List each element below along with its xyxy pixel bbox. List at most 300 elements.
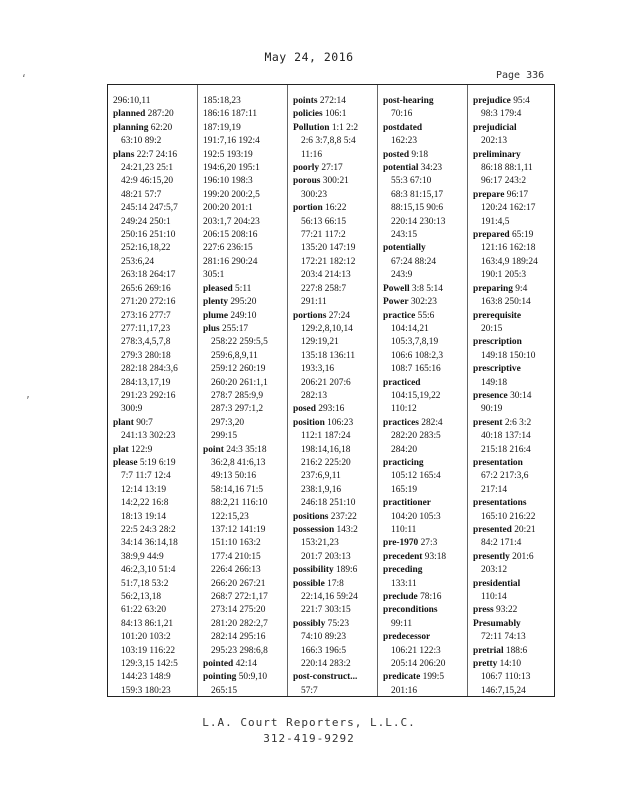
page-line-reference: 189:6 [335,565,358,576]
index-entry [113,242,195,255]
page-line-reference: 216:2 225:20 [301,457,351,468]
index-entry [473,618,555,631]
page-line-reference: 227:8 258:7 [301,283,347,294]
index-term: practitioner [383,498,431,509]
index-term: portions [293,310,327,321]
page-line-reference: 273:16 277:7 [121,310,171,321]
index-entry [293,551,375,564]
index-entry [113,390,195,403]
index-entry [293,591,375,604]
index-term: postdated [383,122,423,133]
page-line-reference: 165:19 [391,484,418,495]
page-line-reference: 243:9 [391,270,413,281]
index-term: pretrial [473,645,504,656]
index-entry [293,122,375,135]
page-line-reference: 9:4 [515,283,528,294]
index-entry [473,350,555,363]
index-entry [293,685,375,698]
index-entry [293,430,375,443]
index-entry [203,417,285,430]
index-entry [293,417,375,430]
column-divider [377,85,378,696]
page-line-reference: 202:13 [481,136,508,147]
index-entry [203,457,285,470]
page-line-reference: 300:9 [121,404,143,415]
page-line-reference: 305:1 [203,270,225,281]
index-entry [203,497,285,510]
index-entry [203,135,285,148]
page-line-reference: 62:20 [150,122,173,133]
page-line-reference: 246:18 251:10 [301,498,356,509]
page-line-reference: 159:3 180:23 [121,685,171,696]
index-term: predecessor [383,632,431,643]
index-entry [293,564,375,577]
index-entry [293,269,375,282]
page-line-reference: 95:4 [513,96,530,106]
page-line-reference: 88:15,15 90:6 [391,203,444,214]
index-term: plat [113,444,129,455]
page-line-reference: 190:1 205:3 [481,270,527,281]
page-line-reference: 90:19 [481,404,503,415]
index-entry [113,283,195,296]
index-term: practice [383,310,416,321]
index-entry [113,497,195,510]
page-line-reference: 42:14 [235,659,257,670]
index-entry [293,524,375,537]
index-entry [293,377,375,390]
page-line-reference: 201:16 [391,685,418,696]
index-entry [383,310,465,323]
page-line-reference: 271:20 272:16 [121,297,176,308]
page-line-reference: 268:7 272:1,17 [211,592,268,603]
index-term: poorly [293,163,320,174]
index-entry [293,390,375,403]
index-term: preparing [473,283,513,294]
index-entry [203,578,285,591]
index-entry [383,242,465,255]
page-line-reference: 58:14,16 71:5 [211,484,264,495]
index-entry [203,336,285,349]
page-line-reference: 38:9,9 44:9 [121,551,164,562]
page-line-reference: 34:23 [420,163,443,174]
index-entry [203,645,285,658]
page-line-reference: 46:2,3,10 51:4 [121,565,176,576]
index-entry [473,591,555,604]
index-entry [473,122,555,135]
page-line-reference: 55:6 [417,310,435,321]
page-line-reference: 68:3 81:15,17 [391,189,444,200]
index-term: pre-1970 [383,538,419,549]
page-line-reference: 40:18 137:14 [481,431,531,442]
index-entry [293,108,375,121]
index-entry [383,497,465,510]
page-line-reference: 297:3,20 [211,417,245,428]
page-line-reference: 105:12 165:4 [391,471,441,482]
index-entry [203,296,285,309]
index-entry [113,604,195,617]
index-entry [293,175,375,188]
page-line-reference: 278:7 285:9,9 [211,390,264,401]
index-entry [203,390,285,403]
index-term: post-hearing [383,96,434,106]
page-line-reference: 61:22 63:20 [121,605,167,616]
page-line-reference: 17:8 [327,578,344,589]
page-line-reference: 36:2,8 41:6,13 [211,457,266,468]
index-entry [383,149,465,162]
page-line-reference: 120:24 162:17 [481,203,536,214]
page-line-reference: 245:14 247:5,7 [121,203,178,214]
index-entry [113,350,195,363]
index-entry [473,470,555,483]
page-line-reference: 55:3 67:10 [391,176,432,187]
page-line-reference: 281:16 290:24 [203,256,258,267]
page-line-reference: 162:23 [391,136,418,147]
page-line-reference: 296:10,11 [113,96,151,106]
index-entry [473,310,555,323]
index-column-4 [383,95,465,698]
page-line-reference: 30:14 [510,390,532,401]
index-entry [203,564,285,577]
page-line-reference: 143:2 [336,525,358,535]
page-line-reference: 226:4 266:13 [211,565,261,576]
index-entry [203,551,285,564]
index-term: practicing [383,457,424,468]
page-line-reference: 1:1 2:2 [331,122,359,133]
page-line-reference: 263:18 264:17 [121,270,176,281]
index-entry [473,256,555,269]
page-line-reference: 237:22 [330,511,357,522]
index-entry [473,363,555,376]
index-entry [113,323,195,336]
index-entry [383,444,465,457]
page-line-reference: 199:5 [422,672,445,683]
index-term: preceding [383,565,423,576]
page-line-reference: 252:16,18,22 [121,243,171,254]
index-entry [383,175,465,188]
page-line-reference: 105:3,7,8,19 [391,337,439,348]
page-line-reference: 203:4 214:13 [301,270,351,281]
page-line-reference: 48:21 57:7 [121,189,162,200]
page-line-reference: 70:16 [391,109,413,120]
index-entry [473,283,555,296]
index-entry [383,202,465,215]
index-entry [383,484,465,497]
index-entry [113,95,195,108]
page-line-reference: 300:23 [301,189,328,200]
index-term: plans [113,149,135,160]
index-entry [473,497,555,510]
index-entry [473,658,555,671]
page-line-reference: 84:2 171:4 [481,538,522,549]
index-entry [113,296,195,309]
page-line-reference: 51:7,18 53:2 [121,578,169,589]
index-term: prejudice [473,96,511,106]
index-term: Power [383,297,409,308]
page-line-reference: 50:9,10 [238,672,268,683]
index-entry [473,403,555,416]
page-line-reference: 260:20 261:1,1 [211,377,268,388]
page-line-reference: 238:1,9,16 [301,484,342,495]
index-entry [203,310,285,323]
page-line-reference: 135:20 147:19 [301,243,356,254]
page-line-reference: 194:6,20 195:1 [203,163,260,174]
page-line-reference: 279:3 280:18 [121,350,171,361]
page-line-reference: 84:13 86:1,21 [121,618,174,629]
index-entry [113,671,195,684]
index-entry [113,310,195,323]
page-line-reference: 149:18 150:10 [481,350,536,361]
index-entry [113,363,195,376]
page-line-reference: 278:3,4,5,7,8 [121,337,171,348]
index-entry [113,551,195,564]
index-entry [383,564,465,577]
index-term: press [473,605,494,616]
page-line-reference: 241:13 302:23 [121,431,176,442]
page-line-reference: 106:7 110:13 [481,672,531,683]
index-entry [473,484,555,497]
page-number: Page 336 [496,70,545,81]
page-line-reference: 129:3,15 142:5 [121,659,178,670]
index-entry [383,417,465,430]
page-line-reference: 300:21 [322,176,349,187]
index-entry [113,403,195,416]
page-line-reference: 172:21 182:12 [301,256,356,267]
page-line-reference: 93:22 [496,605,518,616]
index-term: possession [293,525,335,535]
index-term: policies [293,109,323,120]
index-term: practiced [383,377,421,388]
page-line-reference: 277:11,17,23 [121,323,171,334]
index-term: potentially [383,243,426,254]
page-line-reference: 106:21 122:3 [391,645,441,656]
index-term: possible [293,578,325,589]
index-entry [293,323,375,336]
index-entry [293,658,375,671]
index-entry [473,645,555,658]
page-line-reference: 255:17 [222,323,249,334]
page-line-reference: 99:11 [391,618,413,629]
index-term: portion [293,203,323,214]
scan-mark-icon: ’ [26,394,30,408]
index-entry [383,457,465,470]
index-entry [113,444,195,457]
page-line-reference: 221:7 303:15 [301,605,351,616]
index-entry [203,229,285,242]
index-entry [113,256,195,269]
index-entry [113,122,195,135]
index-term: post-construct... [293,672,358,683]
page-line-reference: 42:9 46:15,20 [121,176,174,187]
index-term: presented [473,525,512,535]
index-entry [293,310,375,323]
index-entry [293,350,375,363]
index-entry [383,296,465,309]
page-line-reference: 77:21 117:2 [301,230,346,241]
index-term: prescription [473,337,522,348]
index-entry [203,122,285,135]
page-line-reference: 284:20 [391,444,418,455]
page-line-reference: 27:3 [420,538,438,549]
page-line-reference: 20:21 [514,525,536,535]
index-entry [293,444,375,457]
index-column-2 [203,95,285,698]
index-term: please [113,457,138,468]
index-entry [113,162,195,175]
index-entry [113,336,195,349]
page-line-reference: 282:14 295:16 [211,632,266,643]
reporter-phone: 312-419-9292 [263,732,355,745]
index-term: posed [293,404,316,415]
page-line-reference: 3:8 5:14 [411,283,443,294]
page-line-reference: 282:20 283:5 [391,431,441,442]
index-entry [383,511,465,524]
index-entry [473,202,555,215]
index-term: pretty [473,659,498,670]
index-entry [113,578,195,591]
page-line-reference: 96:17 [506,189,529,200]
page-line-reference: 135:18 136:11 [301,350,356,361]
index-term: plenty [203,297,229,308]
page-line-reference: 22:7 24:16 [136,149,178,160]
page-line-reference: 110:12 [391,404,417,415]
page-line-reference: 291:23 292:16 [121,390,176,401]
index-term: porous [293,176,321,187]
index-entry [293,229,375,242]
index-entry [113,229,195,242]
page-line-reference: 67:2 217:3,6 [481,471,529,482]
page-line-reference: 129:19,21 [301,337,339,348]
page-line-reference: 295:20 [230,297,257,308]
index-table [107,84,555,697]
page-line-reference: 49:13 50:16 [211,471,257,482]
index-entry [383,95,465,108]
page-line-reference: 144:23 148:9 [121,672,171,683]
index-entry [113,149,195,162]
index-entry [383,216,465,229]
index-column-1 [113,95,195,698]
index-entry [383,229,465,242]
page-line-reference: 200:20 201:1 [203,203,253,214]
index-term: planning [113,122,149,133]
index-entry [203,631,285,644]
page-line-reference: 166:3 196:5 [301,645,347,656]
index-entry [383,350,465,363]
page-line-reference: 295:23 298:6,8 [211,645,268,656]
page-line-reference: 203:12 [481,565,508,576]
index-term: potential [383,163,419,174]
index-entry [473,671,555,684]
index-entry [473,511,555,524]
index-entry [113,618,195,631]
index-term: prepare [473,189,505,200]
index-entry [113,269,195,282]
page-line-reference: 282:18 284:3,6 [121,364,178,375]
page-line-reference: 217:14 [481,484,508,495]
page-line-reference: 106:23 [327,417,354,428]
index-entry [203,108,285,121]
page-line-reference: 284:13,17,19 [121,377,171,388]
index-entry [113,470,195,483]
index-entry [113,175,195,188]
index-entry [383,122,465,135]
index-entry [473,524,555,537]
index-entry [383,470,465,483]
index-entry [473,323,555,336]
index-entry [113,524,195,537]
index-entry [473,269,555,282]
index-term: presentations [473,498,527,509]
page-line-reference: 151:10 163:2 [211,538,261,549]
index-entry [383,390,465,403]
page-line-reference: 265:15 [211,685,238,696]
page-line-reference: 103:19 116:22 [121,645,176,656]
page-line-reference: 133:11 [391,578,417,589]
index-entry [473,229,555,242]
index-entry [293,95,375,108]
page-line-reference: 299:15 [211,431,238,442]
page-line-reference: 5:19 6:19 [139,457,176,468]
index-entry [383,618,465,631]
page-line-reference: 259:6,8,9,11 [211,350,258,361]
page-line-reference: 243:15 [391,230,418,241]
index-entry [113,658,195,671]
index-entry [293,645,375,658]
index-entry [203,283,285,296]
index-entry [473,135,555,148]
index-entry [293,149,375,162]
page-line-reference: 282:13 [301,390,328,401]
index-entry [383,377,465,390]
page-line-reference: 104:15,19,22 [391,390,441,401]
page-line-reference: 34:14 36:14,18 [121,538,178,549]
page-line-reference: 149:18 [481,377,508,388]
page-line-reference: 88:2,21 116:10 [211,498,268,509]
index-entry [383,108,465,121]
page-line-reference: 106:1 [325,109,347,120]
index-entry [203,484,285,497]
page-line-reference: 9:18 [411,149,429,160]
index-entry [473,457,555,470]
page-line-reference: 122:9 [130,444,153,455]
page-line-reference: 186:16 187:11 [203,109,258,120]
index-entry [383,591,465,604]
index-entry [203,216,285,229]
index-entry [293,631,375,644]
index-entry [383,658,465,671]
page-line-reference: 287:20 [147,109,174,120]
index-term: Pollution [293,122,330,133]
page-line-reference: 65:19 [511,230,534,241]
index-entry [383,283,465,296]
index-entry [473,216,555,229]
index-entry [113,377,195,390]
page-line-reference: 220:14 230:13 [391,216,446,227]
index-term: points [293,96,318,106]
index-entry [293,296,375,309]
index-entry [113,417,195,430]
page-line-reference: 273:14 275:20 [211,605,266,616]
page-line-reference: 86:18 88:1,11 [481,163,533,174]
page-line-reference: 22:5 24:3 28:2 [121,525,176,535]
index-entry [203,524,285,537]
index-term: precedent [383,551,423,562]
index-entry [203,256,285,269]
index-entry [383,671,465,684]
page-line-reference: 18:13 19:14 [121,511,167,522]
index-entry [203,403,285,416]
page-line-reference: 282:4 [421,417,443,428]
index-term: positions [293,511,329,522]
